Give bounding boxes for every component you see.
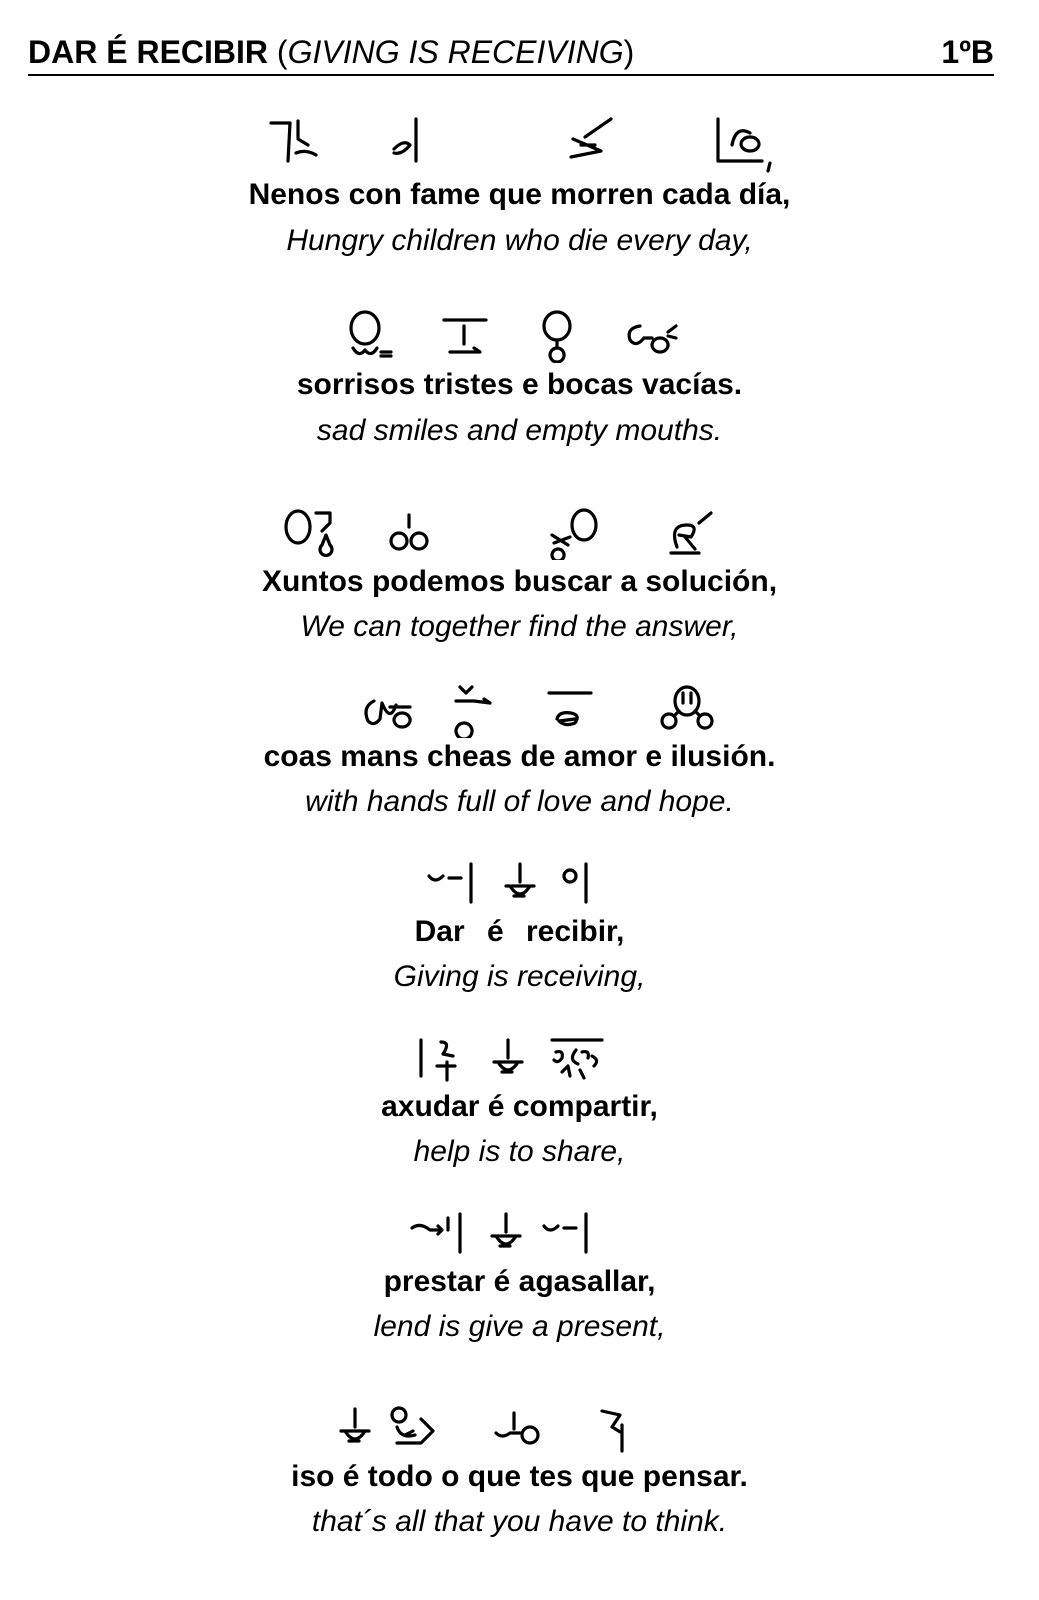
signwriting-glyph-icon: [500, 860, 545, 910]
signwriting-row-5: [0, 860, 1039, 920]
signwriting-glyph-icon: [408, 1210, 468, 1260]
signwriting-row-2: [0, 308, 1039, 368]
verse-7-english: lend is give a present,: [373, 1310, 666, 1343]
signwriting-glyph-icon: [535, 308, 580, 363]
verse-3-galician: Xuntos podemos buscar a solución,: [261, 565, 778, 598]
signwriting-glyph-icon: [548, 1036, 608, 1086]
signwriting-glyph-icon: [385, 505, 440, 560]
signwriting-glyph-icon: [486, 1210, 531, 1260]
song-title: [28, 34, 634, 71]
verse-3-english: We can together find the answer,: [300, 610, 739, 643]
verse-4-galician: coas mans cheas de amor e ilusión.: [263, 740, 776, 773]
verse-1-english: Hungry children who die every day,: [286, 224, 753, 257]
title-paren-close: ): [623, 34, 635, 70]
title-galician: DAR É RECIBIR: [28, 34, 269, 70]
verse-7-galician: prestar é agasallar,: [383, 1265, 656, 1298]
signwriting-glyph-icon: [385, 1405, 445, 1455]
title-english: GIVING IS RECEIVING: [287, 34, 624, 70]
signwriting-glyph-icon: [335, 1405, 380, 1455]
verse-5-english: Giving is receiving,: [393, 960, 646, 993]
verse-5-galician: Dar é recibir,: [414, 915, 625, 948]
verse-6-galician: axudar é compartir,: [381, 1090, 658, 1123]
signwriting-glyph-icon: [388, 115, 428, 165]
signwriting-row-7: [0, 1210, 1039, 1270]
verse-6-english: help is to share,: [413, 1135, 626, 1168]
signwriting-glyph-icon: [450, 683, 500, 738]
signwriting-glyph-icon: [558, 860, 598, 910]
signwriting-row-4: [0, 683, 1039, 743]
signwriting-glyph-icon: [360, 683, 420, 738]
verse-2-galician: sorrisos tristes e bocas vacías.: [296, 368, 743, 401]
signwriting-glyph-icon: [282, 505, 342, 560]
signwriting-glyph-icon: [598, 1405, 638, 1455]
signwriting-row-8: [0, 1405, 1039, 1465]
signwriting-glyph-icon: [655, 683, 720, 738]
signwriting-row-3: [0, 505, 1039, 565]
verse-4-english: with hands full of love and hope.: [305, 785, 734, 818]
signwriting-glyph-icon: [665, 505, 720, 560]
verse-1-galician: Nenos con fame que morren cada día,: [248, 178, 791, 211]
signwriting-row-1: [0, 115, 1039, 175]
signwriting-glyph-icon: [712, 115, 782, 175]
signwriting-glyph-icon: [565, 115, 620, 165]
verse-2-english: sad smiles and empty mouths.: [316, 414, 723, 447]
title-paren-open: (: [268, 34, 288, 70]
signwriting-glyph-icon: [540, 1210, 600, 1260]
page-header: [28, 34, 994, 76]
signwriting-glyph-icon: [425, 860, 485, 910]
signwriting-glyph-icon: [440, 308, 490, 363]
signwriting-glyph-icon: [488, 1036, 533, 1086]
class-code: 1ºB: [941, 34, 994, 70]
signwriting-glyph-icon: [492, 1405, 547, 1455]
signwriting-glyph-icon: [345, 308, 400, 363]
signwriting-glyph-icon: [545, 683, 595, 738]
signwriting-row-6: [0, 1036, 1039, 1096]
signwriting-glyph-icon: [548, 505, 608, 560]
signwriting-glyph-icon: [622, 308, 682, 363]
signwriting-glyph-icon: [415, 1036, 470, 1086]
verse-8-galician: iso é todo o que tes que pensar.: [291, 1460, 748, 1493]
verse-8-english: that´s all that you have to think.: [311, 1505, 728, 1538]
signwriting-glyph-icon: [268, 115, 323, 165]
